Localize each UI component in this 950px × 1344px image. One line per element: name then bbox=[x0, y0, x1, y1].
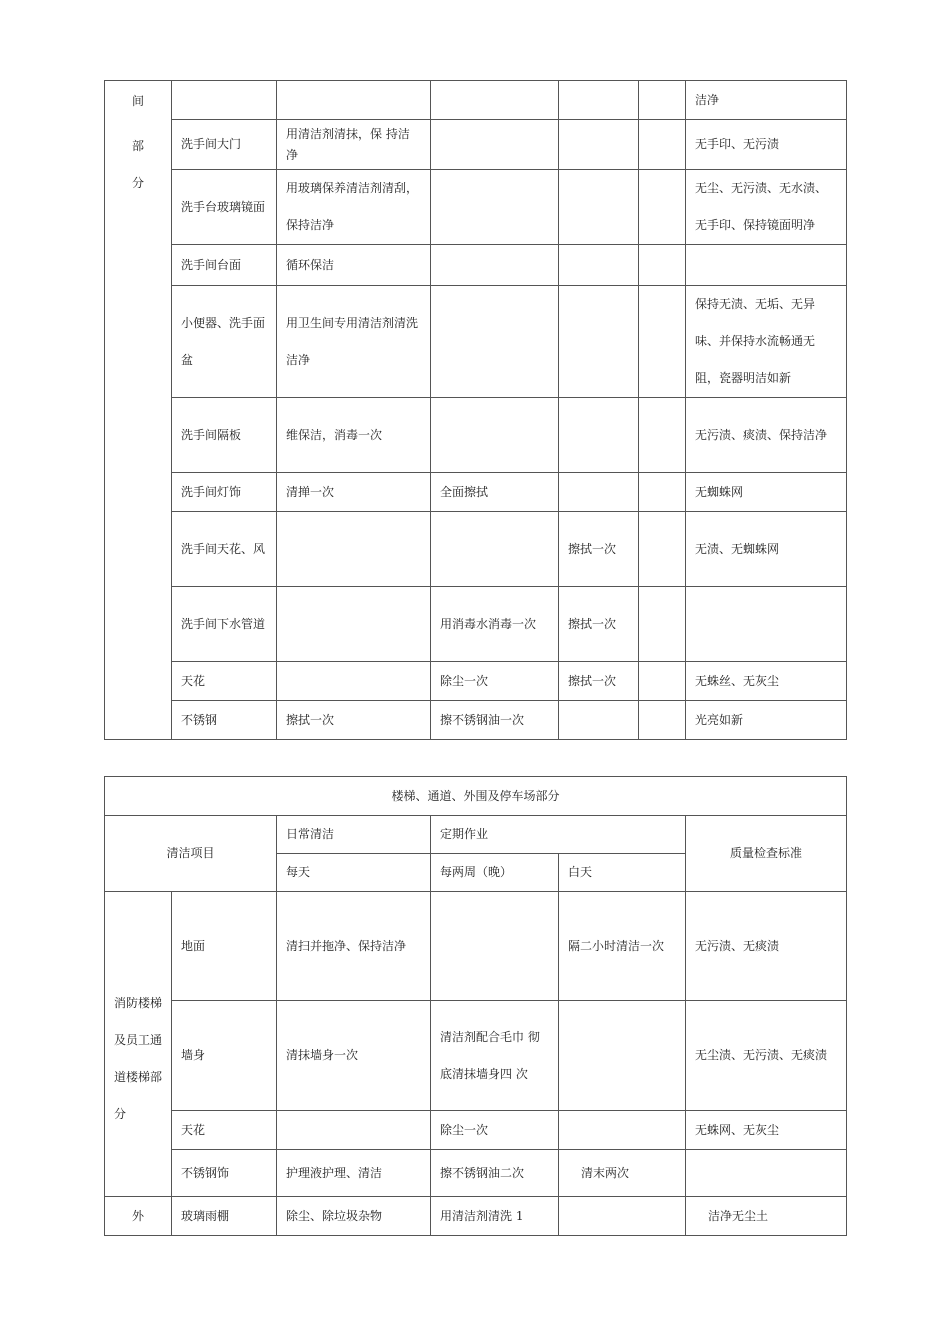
table-title: 楼梯、通道、外围及停车场部分 bbox=[105, 777, 847, 816]
daily-cell bbox=[277, 1111, 431, 1150]
biweekly-cell: 除尘一次 bbox=[431, 1111, 559, 1150]
periodic-cell bbox=[559, 701, 639, 740]
item-cell: 洗手间天花、风 bbox=[172, 512, 277, 587]
biweekly-cell: 擦不锈钢油二次 bbox=[431, 1150, 559, 1197]
header-periodic-group: 定期作业 bbox=[431, 816, 686, 854]
extra-cell bbox=[639, 473, 686, 512]
periodic-cell bbox=[431, 120, 559, 170]
standard-cell: 洁净无尘土 bbox=[686, 1197, 847, 1236]
periodic-cell bbox=[431, 286, 559, 398]
day-cell bbox=[559, 1111, 686, 1150]
daily-cell bbox=[277, 512, 431, 587]
standard-cell: 无污渍、无痰渍 bbox=[686, 892, 847, 1001]
standard-cell: 无污渍、痰渍、保持洁净 bbox=[686, 398, 847, 473]
section-label bbox=[105, 892, 172, 1197]
daily-cell: 清扫并拖净、保持洁净 bbox=[277, 892, 431, 1001]
extra-cell bbox=[639, 245, 686, 286]
header-item: 清洁项目 bbox=[105, 816, 277, 892]
periodic-cell bbox=[431, 170, 559, 245]
standard-cell bbox=[686, 245, 847, 286]
item-cell: 洗手间台面 bbox=[172, 245, 277, 286]
daily-cell: 用卫生间专用清洁剂清洗洁净 bbox=[277, 286, 431, 398]
periodic-cell bbox=[559, 398, 639, 473]
periodic-cell bbox=[559, 170, 639, 245]
periodic-cell: 擦拭一次 bbox=[559, 587, 639, 662]
periodic-cell bbox=[559, 120, 639, 170]
day-cell bbox=[559, 1001, 686, 1111]
item-cell: 洗手间下水管道 bbox=[172, 587, 277, 662]
item-cell: 天花 bbox=[172, 662, 277, 701]
item-cell: 洗手间隔板 bbox=[172, 398, 277, 473]
item-cell bbox=[172, 81, 277, 120]
daily-cell: 维保洁，消毒一次 bbox=[277, 398, 431, 473]
section-label bbox=[105, 81, 172, 740]
item-cell: 玻璃雨棚 bbox=[172, 1197, 277, 1236]
standard-cell bbox=[686, 587, 847, 662]
periodic-cell: 擦不锈钢油一次 bbox=[431, 701, 559, 740]
daily-cell: 用清洁剂清抹，保 持洁净 bbox=[277, 120, 431, 170]
periodic-cell: 用消毒水消毒一次 bbox=[431, 587, 559, 662]
biweekly-cell bbox=[431, 892, 559, 1001]
section-label-char: 分 bbox=[131, 176, 144, 190]
daily-cell: 清掸一次 bbox=[277, 473, 431, 512]
day-cell bbox=[559, 1197, 686, 1236]
daily-cell: 用玻璃保养清洁剂清刮，保持洁净 bbox=[277, 170, 431, 245]
extra-cell bbox=[639, 701, 686, 740]
periodic-cell bbox=[431, 245, 559, 286]
extra-cell bbox=[639, 398, 686, 473]
header-standard: 质量检查标准 bbox=[686, 816, 847, 892]
header-biweekly: 每两周（晚） bbox=[431, 854, 559, 892]
header-daily-sub: 每天 bbox=[277, 854, 431, 892]
periodic-cell bbox=[559, 286, 639, 398]
cleaning-table-stairs bbox=[104, 776, 847, 1236]
periodic-cell bbox=[431, 398, 559, 473]
standard-cell: 无渍、无蜘蛛网 bbox=[686, 512, 847, 587]
section-label-char: 间 bbox=[131, 94, 144, 108]
item-cell: 不锈钢 bbox=[172, 701, 277, 740]
daily-cell: 护理液护理、清洁 bbox=[277, 1150, 431, 1197]
daily-cell: 除尘、除垃圾杂物 bbox=[277, 1197, 431, 1236]
extra-cell bbox=[639, 286, 686, 398]
standard-cell: 无尘、无污渍、无水渍、无手印、保持镜面明净 bbox=[686, 170, 847, 245]
biweekly-cell: 清洁剂配合毛巾 彻底清抹墙身四 次 bbox=[431, 1001, 559, 1111]
item-cell: 墙身 bbox=[172, 1001, 277, 1111]
header-day: 白天 bbox=[559, 854, 686, 892]
daily-cell bbox=[277, 662, 431, 701]
daily-cell: 循环保洁 bbox=[277, 245, 431, 286]
periodic-cell bbox=[559, 81, 639, 120]
periodic-cell bbox=[431, 512, 559, 587]
item-cell: 洗手台玻璃镜面 bbox=[172, 170, 277, 245]
standard-cell: 无蛛丝、无灰尘 bbox=[686, 662, 847, 701]
standard-cell: 无蛛网、无灰尘 bbox=[686, 1111, 847, 1150]
section-label: 外 bbox=[105, 1197, 172, 1236]
standard-cell: 光亮如新 bbox=[686, 701, 847, 740]
standard-cell: 无蜘蛛网 bbox=[686, 473, 847, 512]
section-label-char: 部 bbox=[131, 139, 144, 153]
extra-cell bbox=[639, 662, 686, 701]
periodic-cell: 全面擦拭 bbox=[431, 473, 559, 512]
extra-cell bbox=[639, 170, 686, 245]
header-daily-group: 日常清洁 bbox=[277, 816, 431, 854]
daily-cell: 清抹墙身一次 bbox=[277, 1001, 431, 1111]
item-cell: 地面 bbox=[172, 892, 277, 1001]
standard-cell: 保持无渍、无垢、无异味、并保持水流畅通无阻，瓷器明洁如新 bbox=[686, 286, 847, 398]
day-cell: 隔二小时清洁一次 bbox=[559, 892, 686, 1001]
extra-cell bbox=[639, 512, 686, 587]
periodic-cell: 擦拭一次 bbox=[559, 662, 639, 701]
item-cell: 天花 bbox=[172, 1111, 277, 1150]
periodic-cell bbox=[559, 473, 639, 512]
standard-cell: 无尘渍、无污渍、无痰渍 bbox=[686, 1001, 847, 1111]
standard-cell bbox=[686, 1150, 847, 1197]
cleaning-table-restroom bbox=[104, 80, 847, 740]
extra-cell bbox=[639, 587, 686, 662]
periodic-cell: 除尘一次 bbox=[431, 662, 559, 701]
daily-cell bbox=[277, 81, 431, 120]
standard-cell: 无手印、无污渍 bbox=[686, 120, 847, 170]
biweekly-cell: 用清洁剂清洗 1 bbox=[431, 1197, 559, 1236]
item-cell: 洗手间大门 bbox=[172, 120, 277, 170]
extra-cell bbox=[639, 120, 686, 170]
periodic-cell bbox=[431, 81, 559, 120]
day-cell: 清末两次 bbox=[559, 1150, 686, 1197]
item-cell: 小便器、洗手面盆 bbox=[172, 286, 277, 398]
periodic-cell: 擦拭一次 bbox=[559, 512, 639, 587]
daily-cell bbox=[277, 587, 431, 662]
item-cell: 洗手间灯饰 bbox=[172, 473, 277, 512]
standard-cell: 洁净 bbox=[686, 81, 847, 120]
section-label-text: 消防楼梯及员工通道楼梯部分 bbox=[114, 996, 163, 1121]
daily-cell: 擦拭一次 bbox=[277, 701, 431, 740]
item-cell: 不锈钢饰 bbox=[172, 1150, 277, 1197]
extra-cell bbox=[639, 81, 686, 120]
periodic-cell bbox=[559, 245, 639, 286]
